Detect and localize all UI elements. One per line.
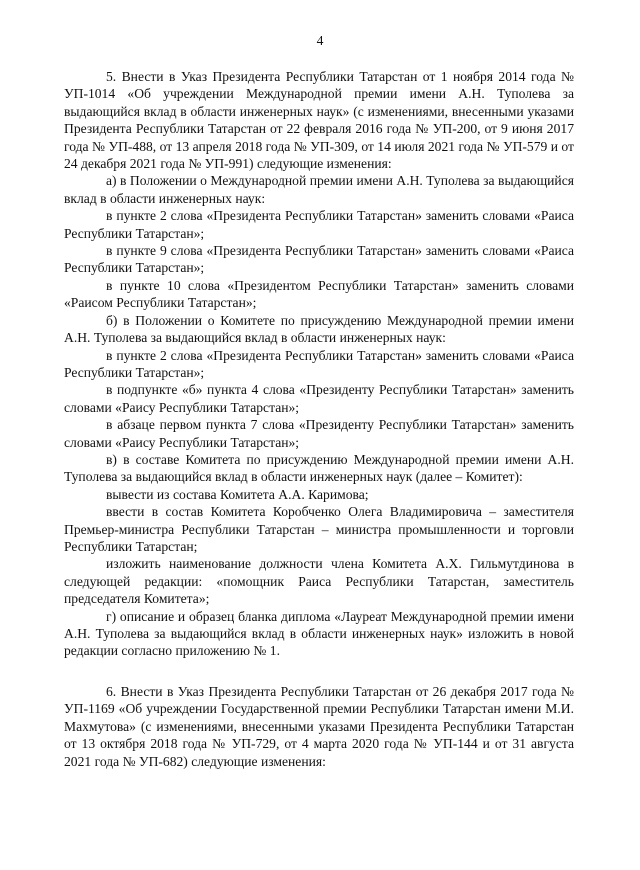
paragraph: в подпункте «б» пункта 4 слова «Президенту Республики Татарстан» заменить словами «Раису Республики Татарстан»; <box>64 382 574 415</box>
paragraph: г) описание и образец бланка диплома «Лауреат Международной премии имени А.Н. Туполева за выдающийся вклад в области инженерных наук» изложить в новой редакции согласно приложению № 1. <box>64 608 574 659</box>
paragraph: в абзаце первом пункта 7 слова «Президенту Республики Татарстан» заменить словами «Раису Республики Татарстан»; <box>64 417 574 450</box>
paragraph: изложить наименование должности члена Комитета А.Х. Гильмутдинова в следующей редакции: «помощник Раиса Республики Татарстан, заместитель председателя Комитета»; <box>64 556 574 607</box>
section-5 <box>64 68 574 660</box>
paragraph: в) в составе Комитета по присуждению Международной премии имени А.Н. Туполева за выдающийся вклад в области инженерных наук (далее – Комитет): <box>64 451 574 485</box>
paragraph: 6. Внести в Указ Президента Республики Татарстан от 26 декабря 2017 года № УП-1169 «Об учреждении Государственной премии Республики Татарстан имени М.И. Махмутова» (с изменениями, внесенными указами Президента Республики Татарстан от 13 октября 2018 года № УП-729, от 4 марта 2020 года № УП-144 и от 31 августа 2021 года № УП-682) следующие изменения: <box>64 684 574 769</box>
paragraph: в пункте 9 слова «Президента Республики Татарстан» заменить словами «Раиса Республики Татарстан»; <box>64 243 574 276</box>
paragraph: в пункте 10 слова «Президентом Республики Татарстан» заменить словами «Раисом Республики Татарстан»; <box>64 277 574 311</box>
paragraph: ввести в состав Комитета Коробченко Олега Владимировича – заместителя Премьер-министра Республики Татарстан – министра промышленности и торговли Республики Татарстан; <box>64 504 574 554</box>
paragraph: вывести из состава Комитета А.А. Каримова; <box>106 486 369 502</box>
paragraph: а) в Положении о Международной премии имени А.Н. Туполева за выдающийся вклад в области инженерных наук: <box>64 173 574 206</box>
section-6 <box>64 683 574 770</box>
paragraph: б) в Положении о Комитете по присуждению Международной премии имени А.Н. Туполева за выдающийся вклад в области инженерных наук: <box>64 312 574 346</box>
paragraph: 5. Внести в Указ Президента Республики Татарстан от 1 ноября 2014 года № УП-1014 «Об учреждении Международной премии имени А.Н. Туполева за выдающийся вклад в области инженерных наук» (с изменениями, внесенными указами Президента Республики Татарстан от 22 февраля 2016 года № УП-200, от 9 июня 2017 года № УП-488, от 13 апреля 2018 года № УП-309, от 14 июля 2021 года № УП-579 и от 24 декабря 2021 года № УП-991) следующие изменения: <box>64 69 574 172</box>
paragraph: в пункте 2 слова «Президента Республики Татарстан» заменить словами «Раиса Республики Татарстан»; <box>64 347 574 380</box>
paragraph: в пункте 2 слова «Президента Республики Татарстан» заменить словами «Раиса Республики Татарстан»; <box>64 208 574 241</box>
page-number: 4 <box>316 33 324 48</box>
